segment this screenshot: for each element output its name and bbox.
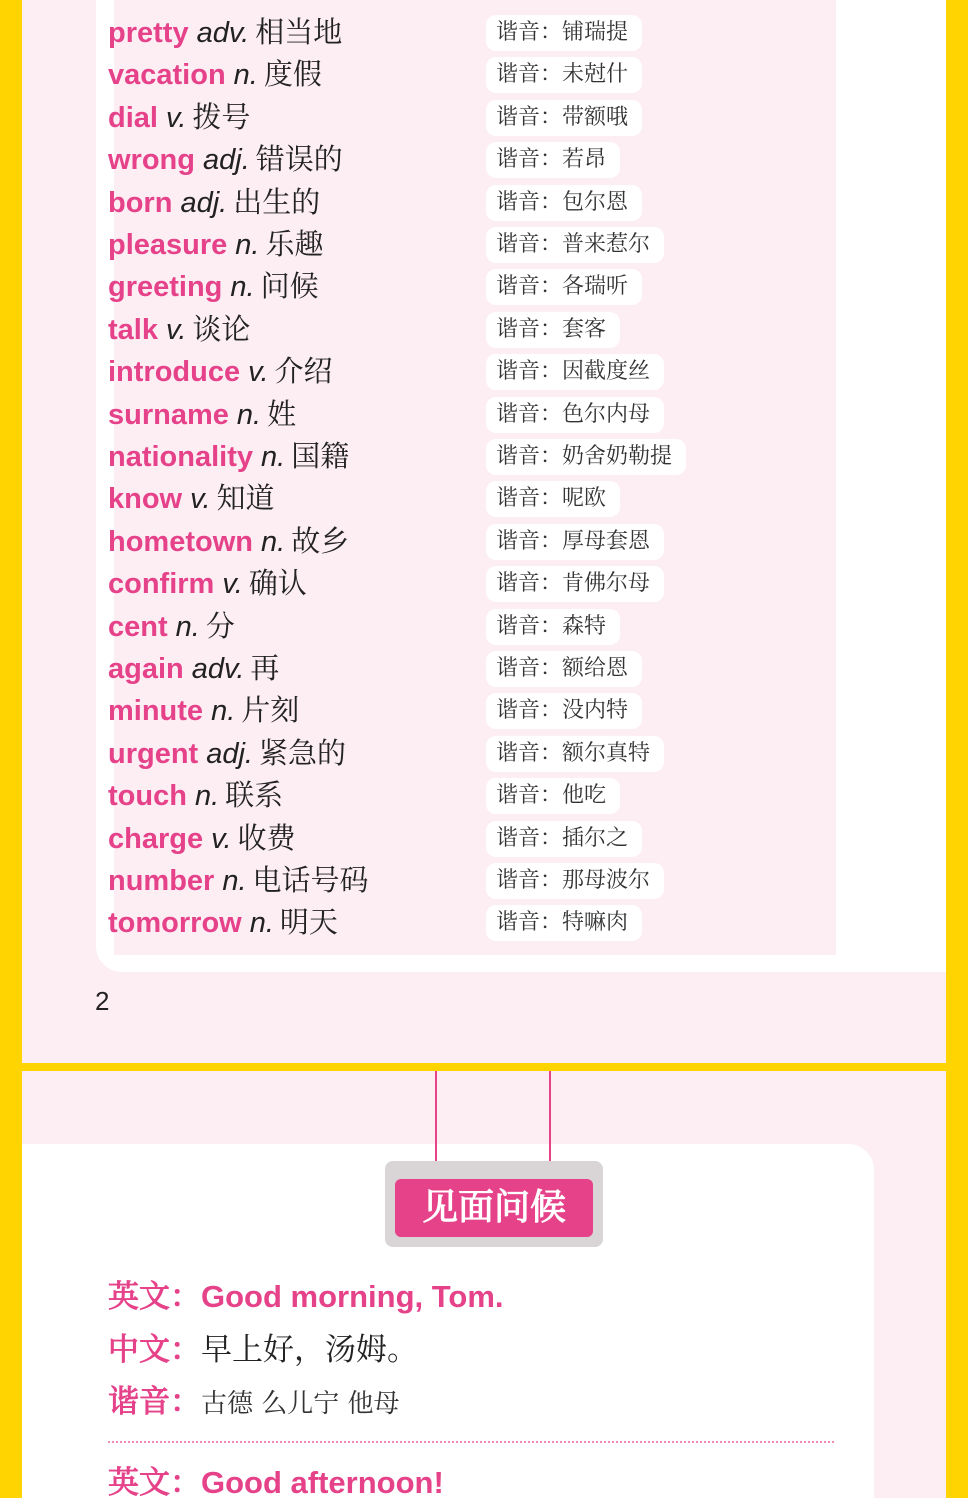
vocab-word: surname: [108, 398, 229, 431]
vocab-meaning: 相当地: [255, 17, 343, 49]
right-frame-border: [946, 0, 968, 1498]
vocab-word: pretty: [108, 17, 189, 49]
vocab-part-of-speech: adj.: [206, 737, 253, 770]
vocab-word: wrong: [108, 144, 195, 177]
vocab-word: greeting: [108, 271, 223, 304]
vocab-row: [108, 819, 808, 859]
vocab-entry: [108, 479, 275, 519]
vocab-part-of-speech: v.: [165, 313, 187, 346]
dialogue-english-line: [108, 1277, 504, 1317]
vocab-meaning: 明天: [279, 907, 338, 940]
vocab-row: [108, 522, 808, 562]
vocab-entry: [108, 98, 250, 138]
dialogue-english-line-2: [108, 1463, 444, 1498]
vocab-word: number: [108, 865, 215, 897]
vocab-meaning: 收费: [237, 822, 296, 855]
vocab-part-of-speech: n.: [211, 695, 236, 728]
vocab-part-of-speech: adj.: [180, 186, 228, 219]
vocab-word: know: [108, 483, 183, 516]
vocab-entry: [108, 140, 343, 180]
vocab-part-of-speech: v.: [165, 101, 187, 134]
vocab-meaning: 联系: [225, 780, 284, 813]
vocab-phonetic: 谐音：特嘛肉: [486, 905, 642, 941]
vocab-part-of-speech: v.: [222, 568, 243, 601]
vocab-entry: [108, 522, 349, 562]
vocab-phonetic: 谐音：呢欧: [486, 481, 620, 517]
vocab-meaning: 片刻: [241, 695, 300, 728]
vocab-row: [108, 13, 808, 53]
vocab-part-of-speech: n.: [230, 271, 255, 304]
vocab-word: pleasure: [108, 229, 228, 261]
vocab-part-of-speech: n.: [194, 780, 220, 813]
vocab-entry: [108, 903, 338, 943]
vocab-entry: [108, 310, 250, 350]
vocab-phonetic: 谐音：套客: [486, 312, 620, 348]
vocab-meaning: 姓: [267, 398, 297, 431]
section-title: 见面问候: [395, 1179, 593, 1237]
vocab-part-of-speech: v.: [248, 356, 269, 389]
vocab-word: hometown: [108, 525, 253, 558]
vocab-part-of-speech: n.: [261, 525, 286, 558]
vocab-row: [108, 649, 808, 689]
vocab-phonetic: 谐音：他吃: [486, 778, 620, 814]
vocab-entry: [108, 819, 296, 859]
vocab-row: [108, 98, 808, 138]
vocab-word: cent: [108, 610, 168, 643]
vocab-row: [108, 395, 808, 435]
vocab-word: touch: [108, 780, 187, 813]
vocab-meaning: 乐趣: [265, 229, 324, 261]
vocab-word: introduce: [108, 356, 241, 389]
vocab-phonetic: 谐音：包尔恩: [486, 185, 642, 221]
vocab-word: talk: [108, 313, 158, 346]
vocab-row: [108, 564, 808, 604]
vocab-row: [108, 734, 808, 774]
vocab-row: [108, 310, 808, 350]
vocab-part-of-speech: n.: [261, 441, 286, 473]
vocab-meaning: 出生的: [233, 186, 321, 219]
vocab-word: minute: [108, 695, 204, 728]
phonetic-text: 古德 么儿宁 他母: [201, 1389, 400, 1419]
vocab-phonetic: 谐音：铺瑞提: [486, 15, 642, 51]
vocab-row: [108, 140, 808, 180]
dialogue-chinese-line: [108, 1330, 418, 1370]
vocab-meaning: 问候: [260, 271, 319, 304]
vocab-phonetic: 谐音：因截度丝: [486, 354, 664, 390]
vocab-entry: [108, 564, 307, 604]
vocab-entry: [108, 225, 324, 265]
vocab-word: again: [108, 653, 184, 685]
vocab-meaning: 国籍: [291, 441, 350, 473]
vocab-word: confirm: [108, 568, 215, 601]
phonetic-label: 谐音：: [108, 1384, 201, 1420]
vocab-entry: [108, 691, 299, 731]
vocab-phonetic: 谐音：各瑞听: [486, 269, 642, 305]
vocab-part-of-speech: n.: [235, 229, 260, 261]
vocab-meaning: 知道: [216, 483, 275, 516]
vocab-word: charge: [108, 822, 204, 855]
page-separator: [0, 1063, 968, 1071]
vocab-row: [108, 861, 808, 901]
vocab-row: [108, 352, 808, 392]
vocab-part-of-speech: n.: [222, 865, 247, 897]
left-frame-border: [0, 0, 22, 1498]
vocab-phonetic: 谐音：插尔之: [486, 821, 642, 857]
vocab-part-of-speech: adj.: [203, 144, 250, 177]
vocab-row: [108, 479, 808, 519]
vocab-entry: [108, 13, 342, 53]
vocab-part-of-speech: v.: [211, 822, 232, 855]
dialogue-divider: [108, 1441, 834, 1443]
vocab-phonetic: 谐音：若昂: [486, 142, 620, 178]
vocab-row: [108, 267, 808, 307]
vocab-entry: [108, 395, 296, 435]
vocab-phonetic: 谐音：色尔内母: [486, 397, 664, 433]
vocab-meaning: 错误的: [255, 144, 343, 177]
vocab-part-of-speech: n.: [233, 59, 258, 92]
vocab-word: tomorrow: [108, 907, 242, 940]
vocab-row: [108, 691, 808, 731]
vocab-entry: [108, 607, 235, 647]
vocab-row: [108, 437, 808, 477]
vocab-part-of-speech: adv.: [191, 653, 245, 685]
chinese-label: 中文：: [108, 1332, 201, 1368]
vocab-meaning: 电话号码: [252, 865, 369, 897]
chinese-text: 早上好，汤姆。: [201, 1332, 418, 1368]
english-label: 英文：: [108, 1279, 201, 1315]
vocab-phonetic: 谐音：未尅什: [486, 57, 642, 93]
vocab-phonetic: 谐音：那母波尔: [486, 863, 664, 899]
vocab-phonetic: 谐音：额尔真特: [486, 736, 664, 772]
vocab-entry: [108, 437, 349, 477]
vocab-phonetic: 谐音：奶舍奶勒提: [486, 439, 686, 475]
hanger-line-right: [549, 1071, 551, 1169]
vocab-meaning: 分: [205, 610, 235, 643]
vocab-row: [108, 55, 808, 95]
vocab-part-of-speech: adv.: [196, 17, 250, 49]
vocab-entry: [108, 734, 346, 774]
vocab-meaning: 故乡: [291, 525, 350, 558]
vocab-meaning: 介绍: [274, 356, 333, 389]
dialogue-phonetic-line: [108, 1382, 400, 1424]
vocab-word: vacation: [108, 59, 226, 92]
vocab-phonetic: 谐音：额给恩: [486, 651, 642, 687]
english-text: Good morning, Tom.: [201, 1279, 504, 1314]
vocab-word: urgent: [108, 737, 199, 770]
vocab-phonetic: 谐音：厚母套恩: [486, 524, 664, 560]
vocab-row: [108, 776, 808, 816]
vocab-row: [108, 183, 808, 223]
vocab-entry: [108, 352, 333, 392]
vocab-entry: [108, 649, 279, 689]
vocab-meaning: 紧急的: [258, 737, 346, 770]
english-label-2: 英文：: [108, 1465, 201, 1498]
vocab-row: [108, 607, 808, 647]
vocab-row: [108, 903, 808, 943]
vocab-meaning: 确认: [248, 568, 307, 601]
vocab-part-of-speech: n.: [236, 398, 262, 431]
vocab-entry: [108, 55, 322, 95]
vocab-part-of-speech: v.: [190, 483, 211, 516]
vocab-entry: [108, 776, 283, 816]
vocab-meaning: 再: [250, 653, 280, 685]
vocab-word: dial: [108, 101, 158, 134]
vocab-phonetic: 谐音：森特: [486, 609, 620, 645]
vocab-meaning: 度假: [263, 59, 322, 92]
vocab-meaning: 拨号: [192, 101, 251, 134]
vocab-meaning: 谈论: [192, 313, 251, 346]
vocab-phonetic: 谐音：肯佛尔母: [486, 566, 664, 602]
vocab-entry: [108, 861, 369, 901]
vocab-part-of-speech: n.: [175, 610, 200, 643]
vocab-row: [108, 225, 808, 265]
vocab-part-of-speech: n.: [249, 907, 274, 940]
vocab-word: born: [108, 186, 173, 219]
page-number: 2: [95, 986, 110, 1016]
vocab-phonetic: 谐音：没内特: [486, 693, 642, 729]
vocab-entry: [108, 183, 320, 223]
vocab-phonetic: 谐音：普来惹尔: [486, 227, 664, 263]
vocab-phonetic: 谐音：带额哦: [486, 100, 642, 136]
hanger-line-left: [435, 1071, 437, 1169]
english-text-2: Good afternoon!: [201, 1465, 444, 1498]
vocab-word: nationality: [108, 441, 254, 473]
vocab-entry: [108, 267, 319, 307]
